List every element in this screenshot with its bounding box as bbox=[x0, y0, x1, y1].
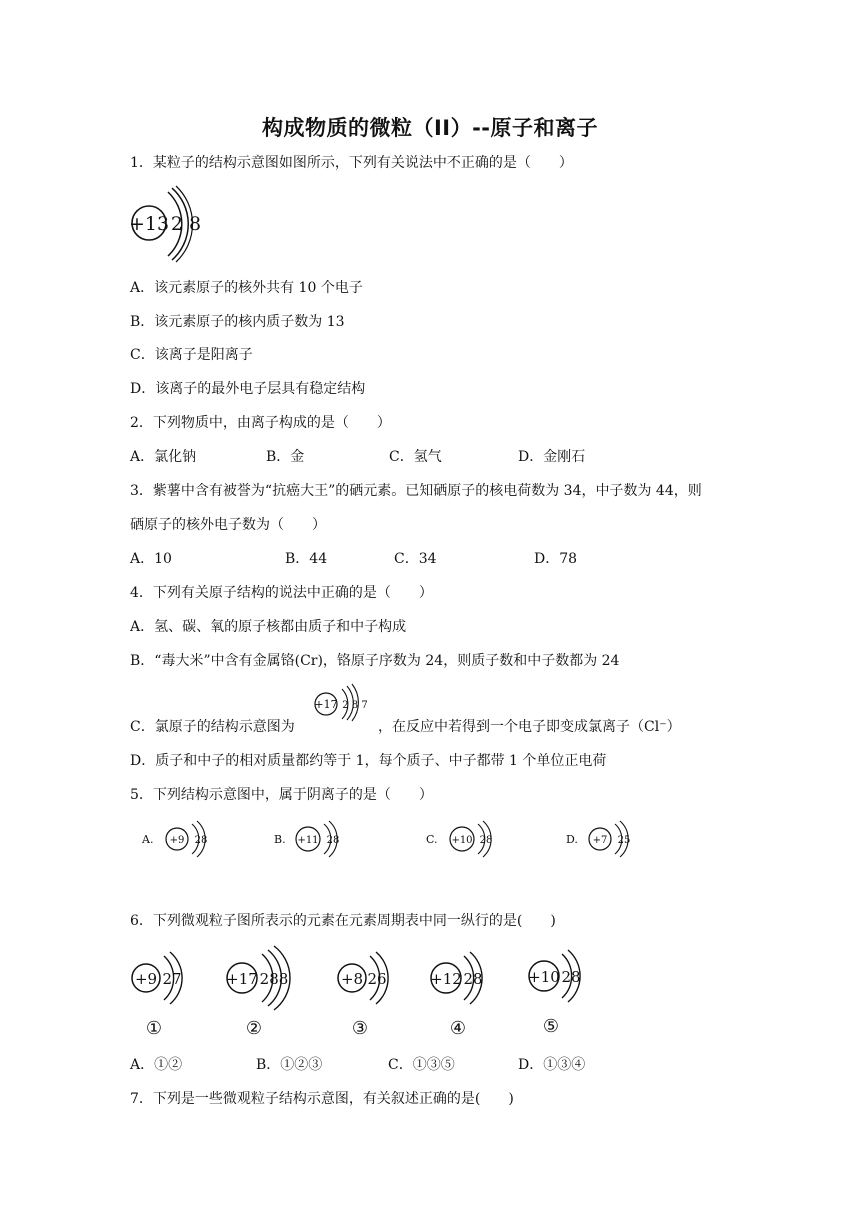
q4-option-d: D．质子和中子的相对质量都约等于 1，每个质子、中子都带 1 个单位正电荷 bbox=[130, 753, 607, 769]
q1-option-b: B．该元素原子的核内质子数为 13 bbox=[130, 314, 345, 330]
q4-nucleus: +17 bbox=[314, 698, 338, 711]
q6-label-2: ② bbox=[245, 1018, 263, 1039]
q5-shells-a: 28 bbox=[194, 835, 208, 846]
q5-shells-d: 25 bbox=[617, 835, 631, 846]
q5-diagram-b bbox=[272, 818, 352, 860]
q5-diagram-a bbox=[140, 818, 220, 860]
q5-label-d: D. bbox=[566, 833, 578, 846]
q5-nucleus-c: +10 bbox=[451, 835, 473, 846]
q3-option-b: B．44 bbox=[285, 551, 328, 567]
q6-diagram-4 bbox=[426, 948, 496, 1040]
q6-diagram-2 bbox=[222, 944, 302, 1040]
q5-shells-c: 28 bbox=[479, 835, 493, 846]
q6-shells-4: 28 bbox=[463, 970, 483, 988]
q3-option-d: D．78 bbox=[534, 551, 578, 567]
q2-option-d: D．金刚石 bbox=[518, 449, 586, 465]
q6-diagram-5 bbox=[524, 944, 594, 1040]
q4-option-a: A．氢、碳、氧的原子核都由质子和中子构成 bbox=[130, 619, 407, 635]
q6-shells-2: 288 bbox=[259, 970, 289, 988]
q6-shells-3: 26 bbox=[367, 970, 387, 988]
q4-stem: 4．下列有关原子结构的说法中正确的是（ ） bbox=[130, 585, 433, 601]
q5-diagram-c bbox=[424, 818, 504, 860]
q4-option-b: B．“毒大米”中含有金属铬(Cr)，铬原子序数为 24，则质子数和中子数都为 24 bbox=[130, 653, 620, 669]
q1-nucleus: +13 bbox=[128, 213, 170, 235]
q2-stem: 2．下列物质中，由离子构成的是（ ） bbox=[130, 415, 391, 431]
q6-shells-5: 28 bbox=[561, 968, 581, 986]
q6-nucleus-4: +12 bbox=[430, 970, 462, 988]
q6-label-3: ③ bbox=[351, 1018, 369, 1039]
q3-option-c: C．34 bbox=[394, 551, 437, 567]
q6-nucleus-5: +10 bbox=[528, 968, 560, 986]
q5-nucleus-d: +7 bbox=[592, 835, 608, 846]
q6-nucleus-2: +17 bbox=[226, 970, 258, 988]
q1-atom-diagram bbox=[128, 184, 208, 264]
q6-label-1: ① bbox=[145, 1018, 163, 1039]
q1-stem: 1．某粒子的结构示意图如图所示，下列有关说法中不正确的是（ ） bbox=[130, 155, 573, 171]
q6-stem: 6．下列微观粒子图所表示的元素在元素周期表中同一纵行的是( ) bbox=[130, 913, 556, 929]
q2-option-a: A．氯化钠 bbox=[130, 449, 197, 465]
q2-option-c: C．氢气 bbox=[389, 449, 442, 465]
q6-nucleus-3: +8 bbox=[340, 970, 364, 988]
q4-shells: 2 8 7 bbox=[342, 700, 368, 711]
q6-option-c: C．①③⑤ bbox=[388, 1057, 455, 1073]
q1-option-d: D．该离子的最外电子层具有稳定结构 bbox=[130, 381, 366, 397]
q5-label-b: B. bbox=[274, 833, 286, 846]
q6-option-b: B．①②③ bbox=[256, 1057, 323, 1073]
q6-label-5: ⑤ bbox=[542, 1016, 560, 1037]
q2-option-b: B．金 bbox=[266, 449, 305, 465]
q3-option-a: A．10 bbox=[130, 551, 172, 567]
q6-diagram-3 bbox=[334, 948, 404, 1040]
q6-shells-1: 27 bbox=[162, 970, 182, 988]
q6-diagram-1 bbox=[128, 948, 198, 1040]
q3-stem-line2: 硒原子的核外电子数为（ ） bbox=[130, 517, 326, 533]
q6-option-d: D．①③④ bbox=[518, 1057, 586, 1073]
q5-diagram-d bbox=[564, 818, 644, 860]
q6-nucleus-1: +9 bbox=[134, 970, 158, 988]
q6-option-a: A．①② bbox=[130, 1057, 183, 1073]
q5-nucleus-a: +9 bbox=[169, 835, 185, 846]
q1-option-a: A．该元素原子的核外共有 10 个电子 bbox=[130, 280, 363, 296]
q4-option-c-tail: ，在反应中若得到一个电子即变成氯离子（Cl⁻） bbox=[378, 719, 681, 735]
q1-shells: 2 8 bbox=[170, 213, 202, 235]
q4-chlorine-diagram bbox=[312, 682, 376, 722]
q4-option-c-text: C．氯原子的结构示意图为 bbox=[130, 719, 295, 735]
q3-stem-line1: 3．紫薯中含有被誉为“抗癌大王”的硒元素。已知硒原子的核电荷数为 34，中子数为 44，则 bbox=[130, 483, 702, 499]
q5-shells-b: 28 bbox=[326, 835, 340, 846]
q6-label-4: ④ bbox=[449, 1018, 467, 1039]
q5-stem: 5．下列结构示意图中，属于阴离子的是（ ） bbox=[130, 787, 433, 803]
q7-stem: 7．下列是一些微观粒子结构示意图，有关叙述正确的是( ) bbox=[130, 1091, 514, 1107]
q5-nucleus-b: +11 bbox=[297, 835, 319, 846]
q1-option-c: C．该离子是阳离子 bbox=[130, 347, 253, 363]
q5-label-a: A. bbox=[142, 833, 154, 846]
q5-label-c: C. bbox=[426, 833, 438, 846]
page-title: 构成物质的微粒（II）--原子和离子 bbox=[261, 116, 599, 140]
